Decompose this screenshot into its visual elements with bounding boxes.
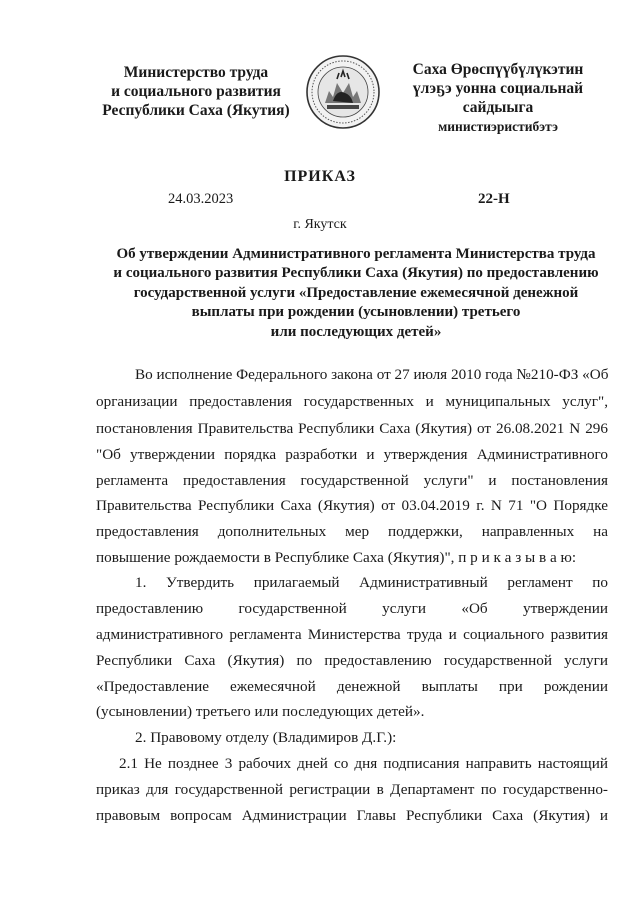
- subject-line: и социального развития Республики Саха (Якутия) по предоставлению: [113, 265, 599, 282]
- body-line: предоставления дополнительных мер поддержки, направленных на: [96, 523, 608, 540]
- subject-line: государственной услуги «Предоставление ежемесячной денежной: [133, 284, 579, 301]
- body-line: постановления Правительства Республики Саха (Якутия) от 26.08.2021 N 296: [96, 420, 608, 437]
- body-line: предоставлению государственной услуги «Об утверждении: [96, 600, 608, 617]
- body-line: 1. Утвердить прилагаемый Административный регламент по: [135, 574, 608, 591]
- subject-line: выплаты при рождении (усыновлении) третьего: [191, 304, 521, 321]
- body-line: «Предоставление ежемесячной денежной выплаты при рождении: [96, 678, 608, 695]
- order-number: 22-Н: [478, 191, 510, 207]
- order-city: г. Якутск: [293, 217, 347, 232]
- sakha-republic-coat-of-arms-icon: [303, 53, 383, 131]
- body-line: Правительства Республики Саха (Якутия) от 03.04.2019 г. N 71 "О Порядке: [96, 497, 608, 514]
- body-line: (усыновлении) третьего или последующих детей».: [96, 703, 425, 720]
- body-line: 2. Правовому отделу (Владимиров Д.Г.):: [135, 729, 397, 746]
- body-line: "Об утверждении порядка разработки и утверждения Административного: [96, 446, 608, 463]
- body-line: повышение рождаемости в Республике Саха (Якутия)", п р и к а з ы в а ю:: [96, 549, 577, 566]
- subject-line: или последующих детей»: [270, 323, 442, 340]
- order-subject: [96, 245, 616, 342]
- ministry-name-line: Республики Саха (Якутия): [102, 102, 290, 119]
- body-line: Во исполнение Федерального закона от 27 июля 2010 года №210-ФЗ «Об: [135, 366, 609, 383]
- ministry-name-line: Саха Өрөспүүбүлүкэтин: [412, 61, 584, 78]
- ministry-name-line: Министерство труда: [123, 64, 269, 81]
- body-line: административного регламента Министерства труда и социального развития: [96, 626, 608, 643]
- ministry-name-yakut: [398, 60, 598, 136]
- body-line: регламента предоставления государственной услуги" и постановления: [96, 472, 608, 489]
- body-line: Республики Саха (Якутия) по предоставлению государственной услуги: [96, 652, 608, 669]
- ministry-name-line: и социального развития: [111, 83, 281, 100]
- ministry-name-line: сайдыыга: [462, 99, 534, 116]
- order-date: 24.03.2023: [168, 191, 234, 207]
- ministry-name-line: үлэҕэ уонна социальнай: [412, 80, 584, 97]
- subject-line: Об утверждении Административного регламента Министерства труда: [116, 246, 596, 262]
- body-line: правовым вопросам Администрации Главы Республики Саха (Якутия) и: [96, 807, 608, 824]
- body-line: организации предоставления государственных и муниципальных услуг",: [96, 393, 608, 410]
- ministry-name-line: министиэристибэтэ: [438, 119, 558, 134]
- document-title: ПРИКАЗ: [284, 168, 356, 185]
- body-line: 2.1 Не позднее 3 рабочих дней со дня подписания направить настоящий: [119, 755, 608, 772]
- ministry-name-russian: [96, 63, 296, 120]
- body-line: приказ для государственной регистрации в Департамент по государственно-: [96, 781, 608, 798]
